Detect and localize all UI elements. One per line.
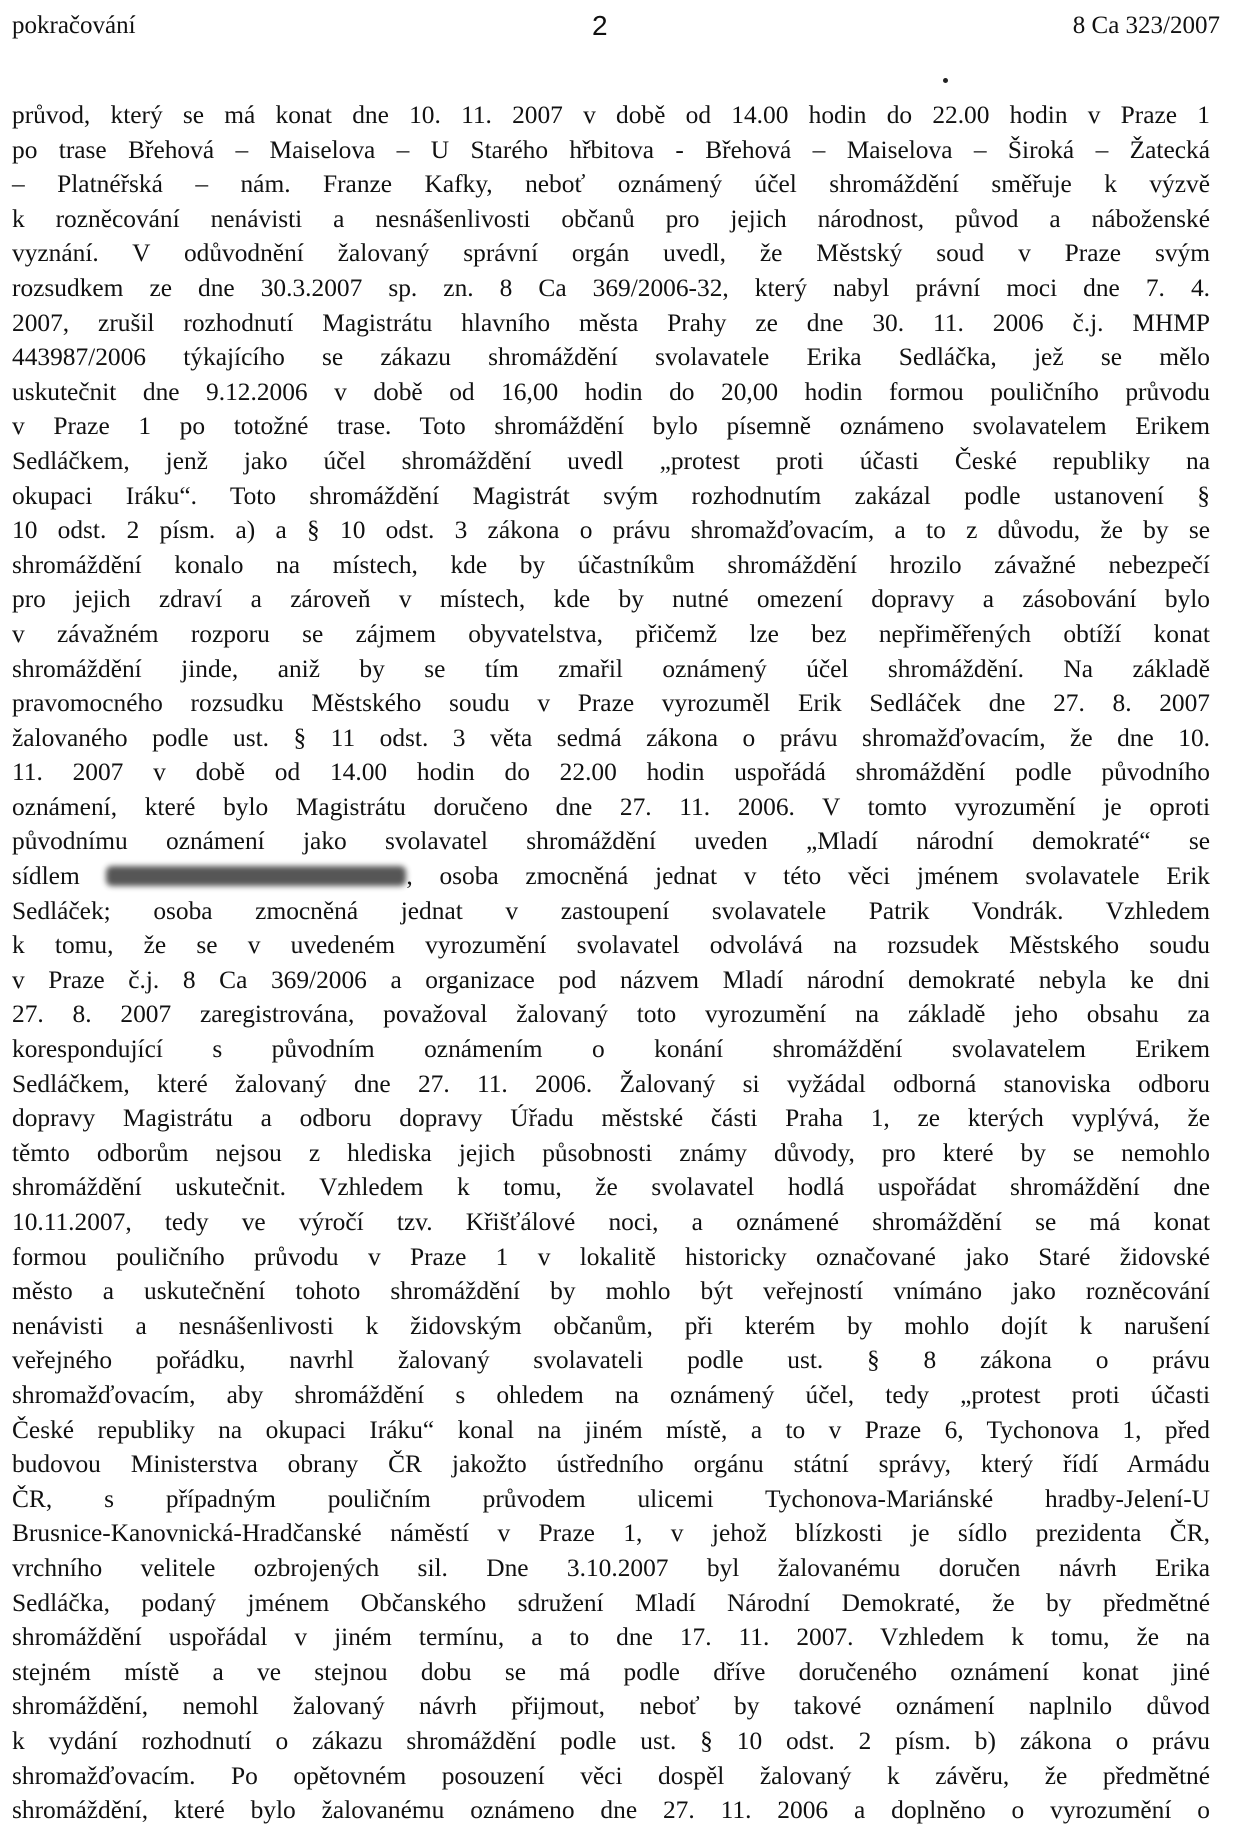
text-line: pro jejich zdraví a zároveň v místech, kde by nutné omezení dopravy a zásobování bylo [12,585,1210,614]
text-line: shromáždění konalo na místech, kde by účastníkům shromáždění hrozilo závažné nebezpečí [12,550,1210,579]
text-line: město a uskutečnění tohoto shromáždění by mohlo být veřejností vnímáno jako rozněcování [12,1277,1210,1306]
text-line: korespondující s původním oznámením o konání shromáždění svolavatelem Erikem [12,1035,1210,1064]
text-line: veřejného pořádku, navrhl žalovaný svolavateli podle ust. § 8 zákona o právu [12,1346,1210,1375]
text-line: vrchního velitele ozbrojených sil. Dne 3.10.2007 byl žalovanému doručen návrh Erika [12,1553,1210,1582]
text-line: České republiky na okupaci Iráku“ konal na jiném místě, a to v Praze 6, Tychonova 1, před [12,1415,1210,1444]
text-line: ČR, s případným pouličním průvodem ulicemi Tychonova-Mariánské hradby-Jelení-U [12,1484,1210,1513]
scan-speck [943,78,948,83]
redacted-address [106,866,406,886]
text-line: pravomocného rozsudku Městského soudu v Praze vyrozuměl Erik Sedláček dne 27. 8. 2007 [12,689,1210,718]
text-line: – Platnéřská – nám. Franze Kafky, neboť oznámený účel shromáždění směřuje k výzvě [12,170,1210,199]
text-line: shromáždění, nemohl žalovaný návrh přijmout, neboť by takové oznámení naplnilo důvod [12,1692,1210,1721]
text-line: 27. 8. 2007 zaregistrována, považoval žalovaný toto vyrozumění na základě jeho obsahu za [12,1000,1210,1029]
text-line: vyznání. V odůvodnění žalovaný správní orgán uvedl, že Městský soud v Praze svým [12,239,1210,268]
text-line: budovou Ministerstva obrany ČR jakožto ústředního orgánu státní správy, který řídí Armádu [12,1450,1210,1479]
text-line: oznámení, které bylo Magistrátu doručeno dne 27. 11. 2006. V tomto vyrozumění je oproti [12,792,1210,821]
text-line: okupaci Iráku“. Toto shromáždění Magistrát svým rozhodnutím zakázal podle ustanovení § [12,481,1210,510]
text-line: shromažďovacím, aby shromáždění s ohledem na oznámený účel, tedy „protest proti účasti [12,1380,1210,1409]
text-line: v závažném rozporu se zájmem obyvatelstva, přičemž lze bez nepřiměřených obtíží konat [12,619,1210,648]
text-line: shromáždění, které bylo žalovanému oznámeno dne 27. 11. 2006 a doplněno o vyrozumění o [12,1796,1210,1825]
text-line: shromáždění uskutečnit. Vzhledem k tomu, že svolavatel hodlá uspořádat shromáždění dne [12,1173,1210,1202]
text-line: 11. 2007 v době od 14.00 hodin do 22.00 hodin uspořádá shromáždění podle původního [12,758,1210,787]
text-line: rozsudkem ze dne 30.3.2007 sp. zn. 8 Ca 369/2006-32, který nabyl právní moci dne 7. 4. [12,273,1210,302]
text-line: Sedláčkem, jenž jako účel shromáždění uvedl „protest proti účasti České republiky na [12,446,1210,475]
text-line: v Praze 1 po totožné trase. Toto shromáždění bylo písemně oznámeno svolavatelem Erikem [12,412,1210,441]
text-line: shromažďovacím. Po opětovném posouzení věci dospěl žalovaný k závěru, že předmětné [12,1761,1210,1790]
text-line: 10 odst. 2 písm. a) a § 10 odst. 3 zákona o právu shromažďovacím, a to z důvodu, že by se [12,516,1210,545]
text-line: Sedláčkem, které žalovaný dne 27. 11. 2006. Žalovaný si vyžádal odborná stanoviska odboru [12,1069,1210,1098]
text-line: Sedláčka, podaný jménem Občanského sdružení Mladí Národní Demokraté, že by předmětné [12,1588,1210,1617]
address-label: sídlem [12,862,80,891]
text-line-redacted [12,859,1210,894]
text-line: shromáždění uspořádal v jiném termínu, a to dne 17. 11. 2007. Vzhledem k tomu, že na [12,1623,1210,1652]
text-line: 443987/2006 týkajícího se zákazu shromáždění svolavatele Erika Sedláčka, jež se mělo [12,343,1210,372]
text-line: formou pouličního průvodu v Praze 1 v lokalitě historicky označované jako Staré židovské [12,1242,1210,1271]
text-line: shromáždění jinde, aniž by se tím zmařil oznámený účel shromáždění. Na základě [12,654,1210,683]
text-line: 10.11.2007, tedy ve výročí tzv. Křišťálové noci, a oznámené shromáždění se má konat [12,1208,1210,1236]
text-line: žalovaného podle ust. § 11 odst. 3 věta sedmá zákona o právu shromažďovacím, že dne 10. [12,723,1210,752]
text-line: Sedláček; osoba zmocněná jednat v zastoupení svolavatele Patrik Vondrák. Vzhledem [12,896,1210,925]
text-line-continuation: , osoba zmocněná jednat v této věci jménem svolavatele Erik [406,862,1210,891]
page-header [12,6,1220,46]
text-line: k tomu, že se v uvedeném vyrozumění svolavatel odvolává na rozsudek Městského soudu [12,931,1210,960]
continuation-label: pokračování [12,12,136,39]
case-number: 8 Ca 323/2007 [1072,12,1220,39]
text-line: dopravy Magistrátu a odboru dopravy Úřadu městské části Praha 1, ze kterých vyplývá, že [12,1104,1210,1133]
text-line: k rozněcování nenávisti a nesnášenlivosti občanů pro jejich národnost, původ a náboženské [12,204,1210,233]
text-line: těmto odborům nejsou z hlediska jejich působnosti známy důvody, pro které by se nemohlo [12,1138,1210,1167]
text-line: po trase Břehová – Maiselova – U Starého hřbitova - Břehová – Maiselova – Široká – Žatecká [12,135,1210,164]
document-body [12,98,1210,1828]
text-line: průvod, který se má konat dne 10. 11. 2007 v době od 14.00 hodin do 22.00 hodin v Praze 1 [12,101,1210,129]
text-line: nenávisti a nesnášenlivosti k židovským občanům, při kterém by mohlo dojít k narušení [12,1311,1210,1340]
text-line: 2007, zrušil rozhodnutí Magistrátu hlavního města Prahy ze dne 30. 11. 2006 č.j. MHMP [12,308,1210,337]
page-number: 2 [592,10,608,41]
text-line: stejném místě a ve stejnou dobu se má podle dříve doručeného oznámení konat jiné [12,1657,1210,1686]
text-line: původnímu oznámení jako svolavatel shromáždění uveden „Mladí národní demokraté“ se [12,827,1210,856]
text-line: Brusnice-Kanovnická-Hradčanské náměstí v Praze 1, v jehož blízkosti je sídlo prezidenta ČR, [12,1519,1210,1548]
text-line: uskutečnit dne 9.12.2006 v době od 16,00 hodin do 20,00 hodin formou pouličního průvodu [12,377,1210,406]
text-line: k vydání rozhodnutí o zákazu shromáždění podle ust. § 10 odst. 2 písm. b) zákona o právu [12,1726,1210,1755]
text-line: v Praze č.j. 8 Ca 369/2006 a organizace pod názvem Mladí národní demokraté nebyla ke dni [12,965,1210,994]
